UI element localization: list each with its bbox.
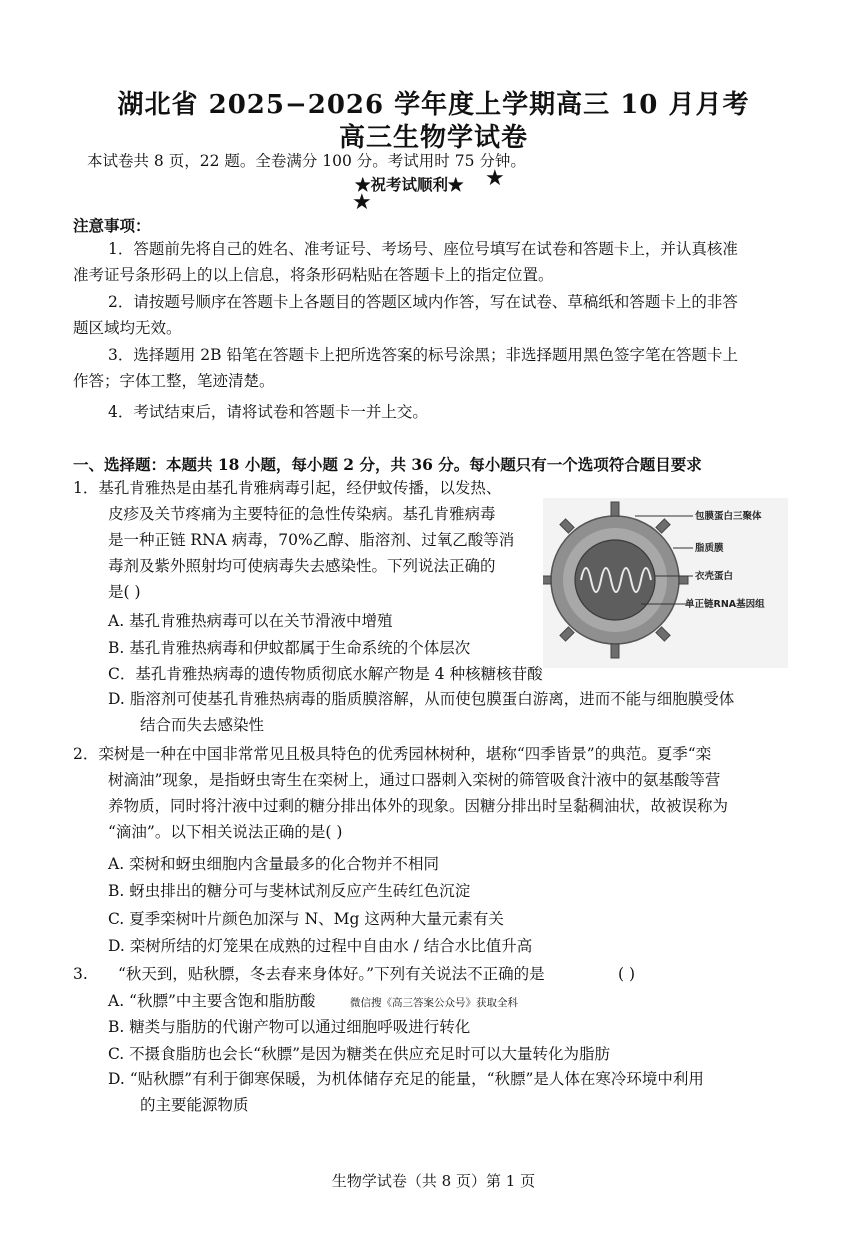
page-footer: 生物学试卷（共 8 页）第 1 页 (331, 1172, 536, 1190)
notice-item-3-line-1: 3．选择题用 2B 铅笔在答题卡上把所选答案的标号涂黑；非选择题用黑色签字笔在答题卡上 (108, 346, 738, 364)
q1-stem-line: 皮疹及关节疼痛为主要特征的急性传染病。基孔肯雅病毒 (108, 505, 496, 523)
q1-option-d-cont: 结合而失去感染性 (140, 716, 265, 734)
blessing-text: ★祝考试顺利★ (355, 175, 464, 194)
figure-label: 单正链RNA基因组 (685, 599, 765, 610)
q1-stem-line: 是一种正链 RNA 病毒，70%乙醇、脂溶剂、过氧乙酸等消 (108, 531, 515, 549)
q1-option-b: B. 基孔肯雅热病毒和伊蚊都属于生命系统的个体层次 (108, 639, 471, 657)
q3-answer-paren: ( ) (618, 965, 636, 983)
notice-item-2-line-1: 2．请按题号顺序在答题卡上各题目的答题区域内作答，写在试卷、草稿纸和答题卡上的非答 (108, 293, 738, 311)
q1-stem-line: 毒剂及紫外照射均可使病毒失去感染性。下列说法正确的 (108, 557, 496, 575)
q1-option-a: A. 基孔肯雅热病毒可以在关节滑液中增殖 (108, 612, 393, 630)
q3-option-d: D. “贴秋膘”有利于御寒保暖，为机体储存充足的能量，“秋膘”是人体在寒冷环境中利用 (108, 1070, 704, 1088)
q3-option-a: A. “秋膘”中主要含饱和脂肪酸 (108, 992, 316, 1010)
figure-label: 脂质膜 (695, 543, 724, 554)
q2-stem-line: 树滴油”现象，是指蚜虫寄生在栾树上，通过口器刺入栾树的筛管吸食汁液中的氨基酸等营 (108, 771, 721, 789)
notice-item-3-line-2: 作答；字体工整，笔迹清楚。 (73, 372, 275, 390)
q1-stem-line: 是( ) (108, 583, 141, 601)
q1-option-d: D. 脂溶剂可使基孔肯雅热病毒的脂质膜溶解，从而使包膜蛋白游离，进而不能与细胞膜受体 (108, 690, 735, 708)
q3-option-b: B. 糖类与脂肪的代谢产物可以通过细胞呼吸进行转化 (108, 1018, 471, 1036)
q3-option-c: C. 不摄食脂肪也会长“秋膘”是因为糖类在供应充足时可以大量转化为脂肪 (108, 1045, 611, 1063)
q2-stem-line: 2．栾树是一种在中国非常常见且极具特色的优秀园林树种，堪称“四季皆景”的典范。夏季“栾 (73, 745, 712, 763)
q2-option-b: B. 蚜虫排出的糖分可与斐林试剂反应产生砖红色沉淀 (108, 882, 471, 900)
q3-stem: “秋天到，贴秋膘，冬去春来身体好。”下列有关说法不正确的是 (118, 965, 545, 983)
notice-heading: 注意事项： (73, 216, 151, 235)
q3-option-d-cont: 的主要能源物质 (140, 1096, 249, 1114)
exam-info: 本试卷共 8 页，22 题。全卷满分 100 分。考试用时 75 分钟。 (87, 152, 526, 170)
figure-label: 衣壳蛋白 (695, 571, 734, 582)
q2-stem-line: “滴油”。以下相关说法正确的是( ) (108, 823, 343, 841)
notice-item-1-line-2: 准考证号条形码上的以上信息，将条形码粘贴在答题卡上的指定位置。 (73, 266, 554, 284)
exam-title: 湖北省 2025−2026 学年度上学期高三 10 月月考 (117, 90, 750, 120)
virus-structure-figure (543, 498, 788, 668)
q2-option-d: D. 栾树所结的灯笼果在成熟的过程中自由水 / 结合水比值升高 (108, 937, 533, 955)
watermark-note: 微信搜《高三答案公众号》获取全科 (350, 997, 518, 1009)
star-icon: ★ (485, 166, 505, 191)
q1-option-c: C．基孔肯雅热病毒的遗传物质彻底水解产物是 4 种核糖核苷酸 (108, 665, 543, 683)
q3-number: 3. (73, 965, 88, 983)
notice-item-4: 4．考试结束后，请将试卷和答题卡一并上交。 (108, 403, 428, 421)
notice-item-2-line-2: 题区域均无效。 (73, 319, 182, 337)
star-icon: ★ (352, 190, 372, 215)
q2-stem-line: 养物质，同时将汁液中过剩的糖分排出体外的现象。因糖分排出时呈黏稠油状，故被误称为 (108, 797, 729, 815)
q2-option-a: A. 栾树和蚜虫细胞内含量最多的化合物并不相同 (108, 855, 440, 873)
notice-item-1-line-1: 1．答题前先将自己的姓名、准考证号、考场号、座位号填写在试卷和答题卡上，并认真核准 (108, 240, 738, 258)
section-heading: 一、选择题：本题共 18 小题，每小题 2 分，共 36 分。每小题只有一个选项符合题目要求 (73, 455, 702, 474)
q1-stem-line: 1．基孔肯雅热是由基孔肯雅病毒引起，经伊蚊传播，以发热、 (73, 479, 502, 497)
exam-subtitle: 高三生物学试卷 (338, 123, 528, 153)
figure-label: 包膜蛋白三聚体 (695, 511, 762, 522)
q2-option-c: C. 夏季栾树叶片颜色加深与 N、Mg 这两种大量元素有关 (108, 910, 504, 928)
